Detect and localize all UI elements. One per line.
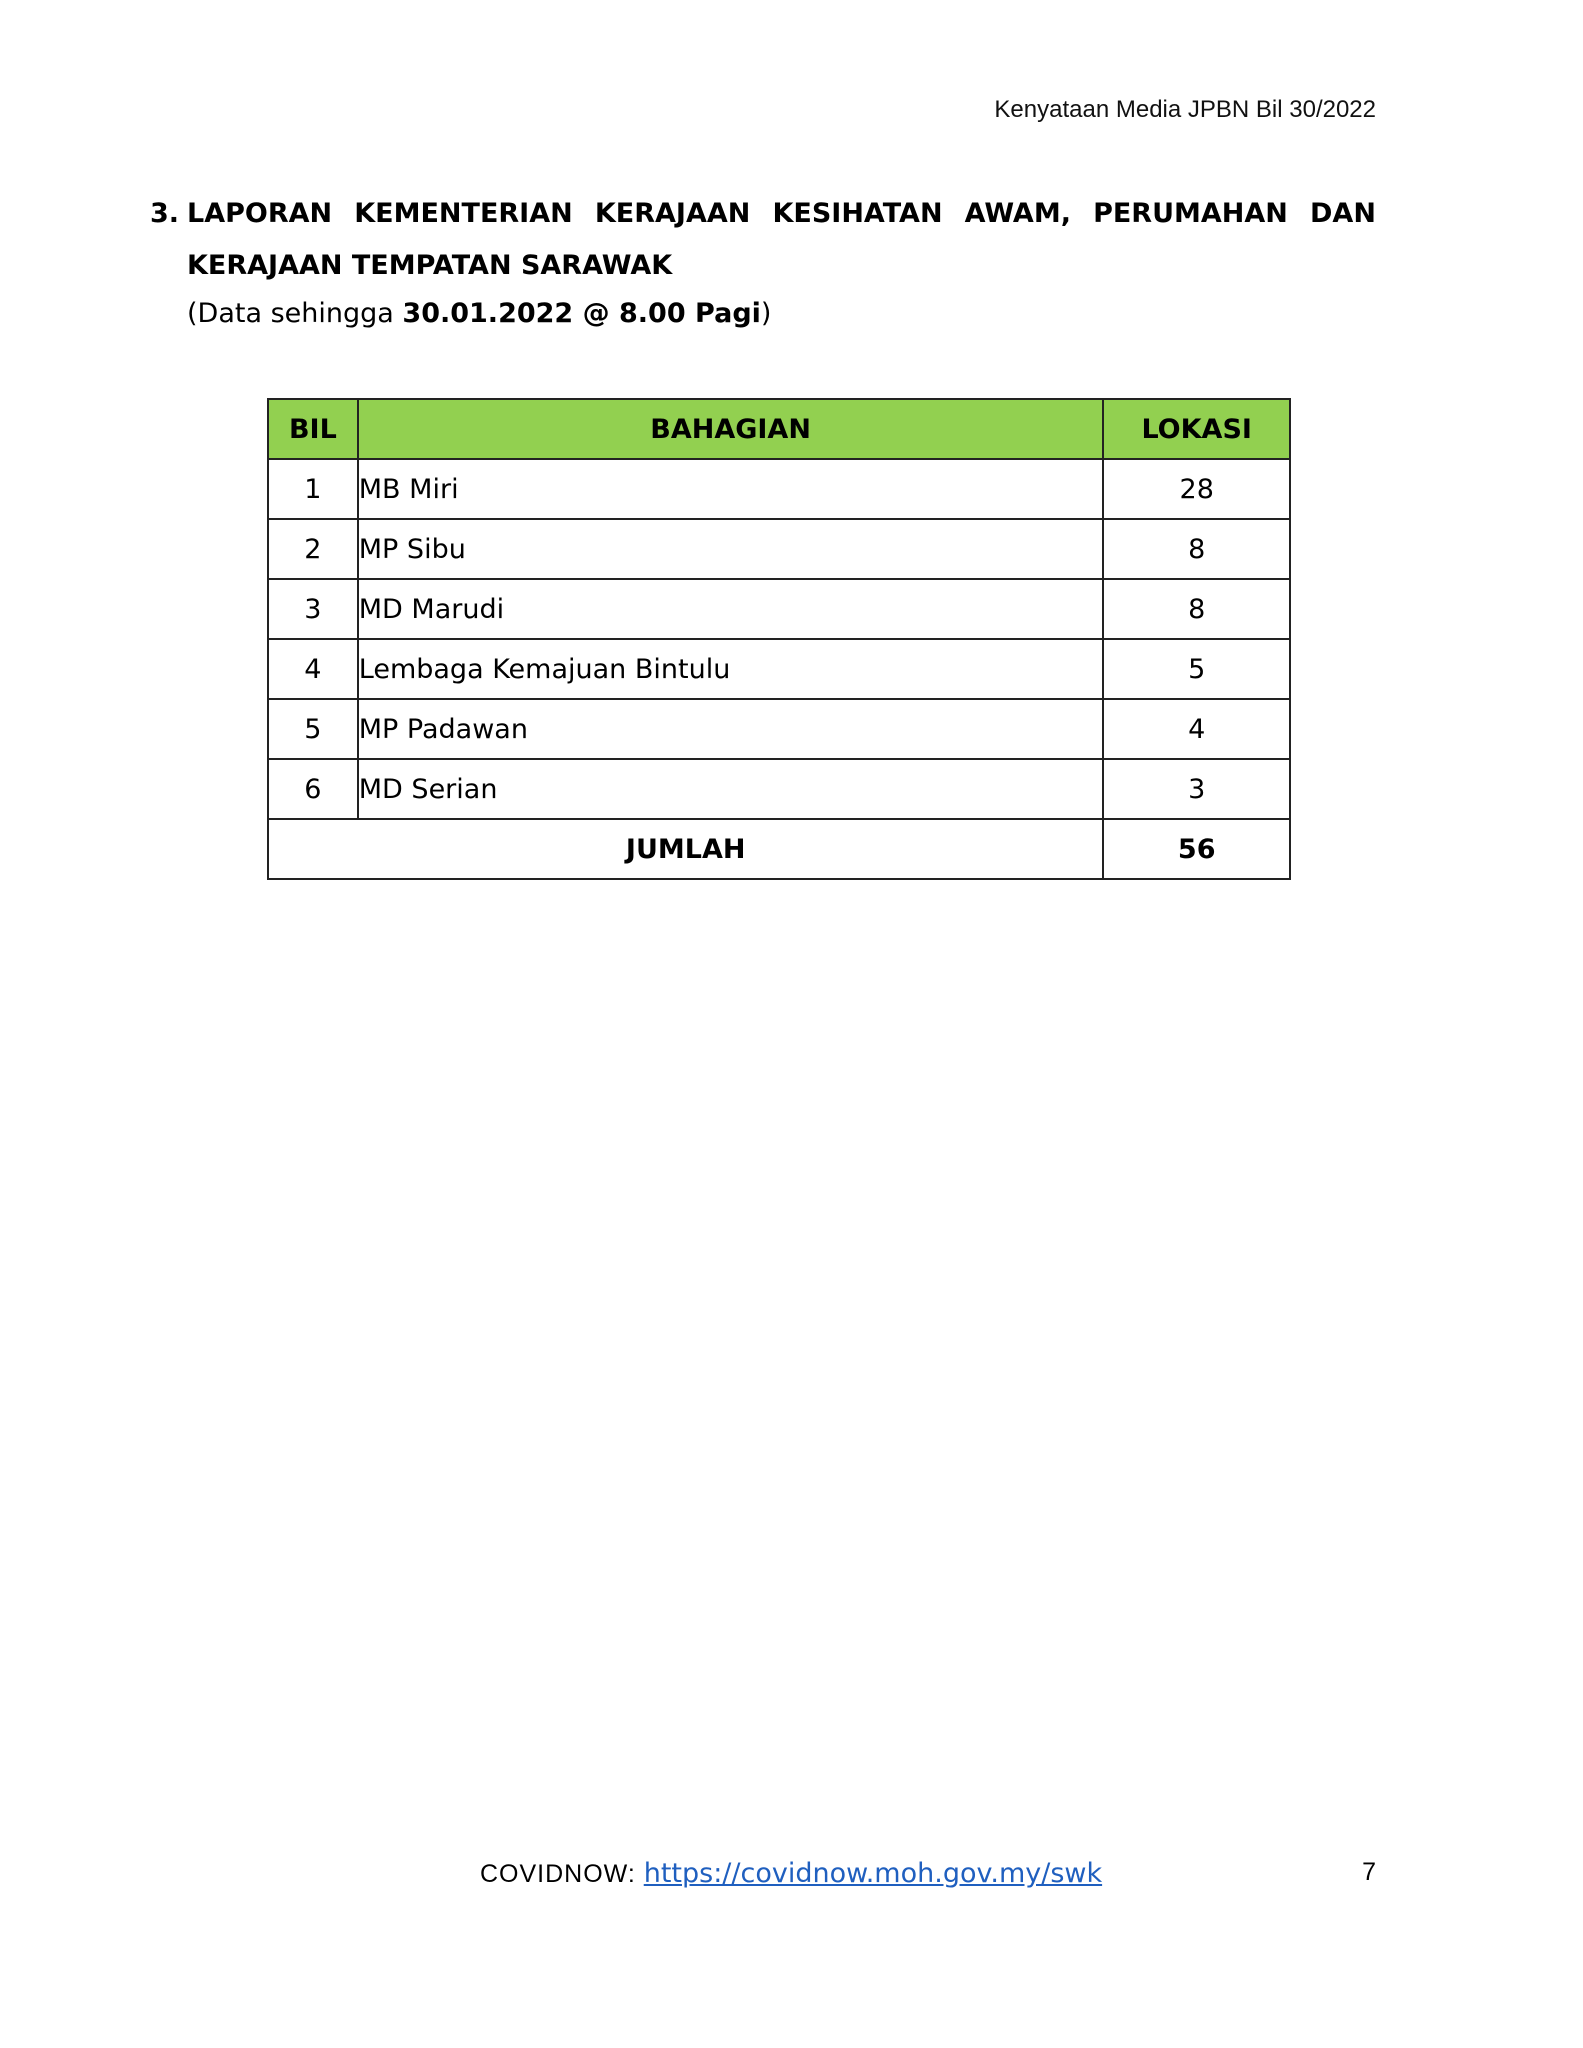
cell-bil: 2 <box>268 519 358 579</box>
data-date: 30.01.2022 @ 8.00 Pagi <box>402 298 761 329</box>
header-lokasi: LOKASI <box>1103 399 1290 459</box>
cell-bil: 1 <box>268 459 358 519</box>
title-word: KERAJAAN <box>594 198 751 229</box>
cell-bahagian: MP Sibu <box>358 519 1104 579</box>
table-row <box>268 759 1290 819</box>
total-value: 56 <box>1103 819 1290 879</box>
title-word: DAN <box>1310 198 1376 229</box>
cell-bahagian: MD Serian <box>358 759 1104 819</box>
total-label: JUMLAH <box>268 819 1103 879</box>
cell-lokasi: 8 <box>1103 519 1290 579</box>
title-word: KESIHATAN <box>772 198 943 229</box>
title-line-2: KERAJAAN TEMPATAN SARAWAK <box>187 250 673 281</box>
title-line-1 <box>187 188 1376 240</box>
table-row <box>268 639 1290 699</box>
footer-label: COVIDNOW: <box>480 1860 644 1888</box>
data-date-note: (Data sehingga 30.01.2022 @ 8.00 Pagi) <box>187 298 772 329</box>
title-word: LAPORAN <box>187 198 333 229</box>
title-word: AWAM, <box>964 198 1071 229</box>
cell-bahagian: MB Miri <box>358 459 1104 519</box>
document-reference: Kenyataan Media JPBN Bil 30/2022 <box>994 96 1376 123</box>
table-row <box>268 579 1290 639</box>
cell-bahagian: MD Marudi <box>358 579 1104 639</box>
cell-lokasi: 5 <box>1103 639 1290 699</box>
cell-bahagian: MP Padawan <box>358 699 1104 759</box>
table-header-row <box>268 399 1290 459</box>
cell-bil: 3 <box>268 579 358 639</box>
table-row <box>268 699 1290 759</box>
section-heading <box>150 188 1376 340</box>
cell-bil: 4 <box>268 639 358 699</box>
cell-bahagian: Lembaga Kemajuan Bintulu <box>358 639 1104 699</box>
header-bil: BIL <box>268 399 358 459</box>
cell-lokasi: 3 <box>1103 759 1290 819</box>
footer <box>480 1858 1102 1889</box>
page-number: 7 <box>1362 1858 1376 1886</box>
title-word: KEMENTERIAN <box>354 198 573 229</box>
table-row <box>268 519 1290 579</box>
covidnow-link[interactable]: https://covidnow.moh.gov.my/swk <box>643 1858 1103 1889</box>
cell-lokasi: 8 <box>1103 579 1290 639</box>
cell-bil: 5 <box>268 699 358 759</box>
table-row <box>268 459 1290 519</box>
header-bahagian: BAHAGIAN <box>358 399 1104 459</box>
title-word: PERUMAHAN <box>1093 198 1288 229</box>
table-total-row <box>268 819 1290 879</box>
section-title <box>150 188 1376 292</box>
cell-lokasi: 28 <box>1103 459 1290 519</box>
cell-lokasi: 4 <box>1103 699 1290 759</box>
section-number: 3. <box>150 198 180 229</box>
location-table <box>267 398 1291 880</box>
cell-bil: 6 <box>268 759 358 819</box>
